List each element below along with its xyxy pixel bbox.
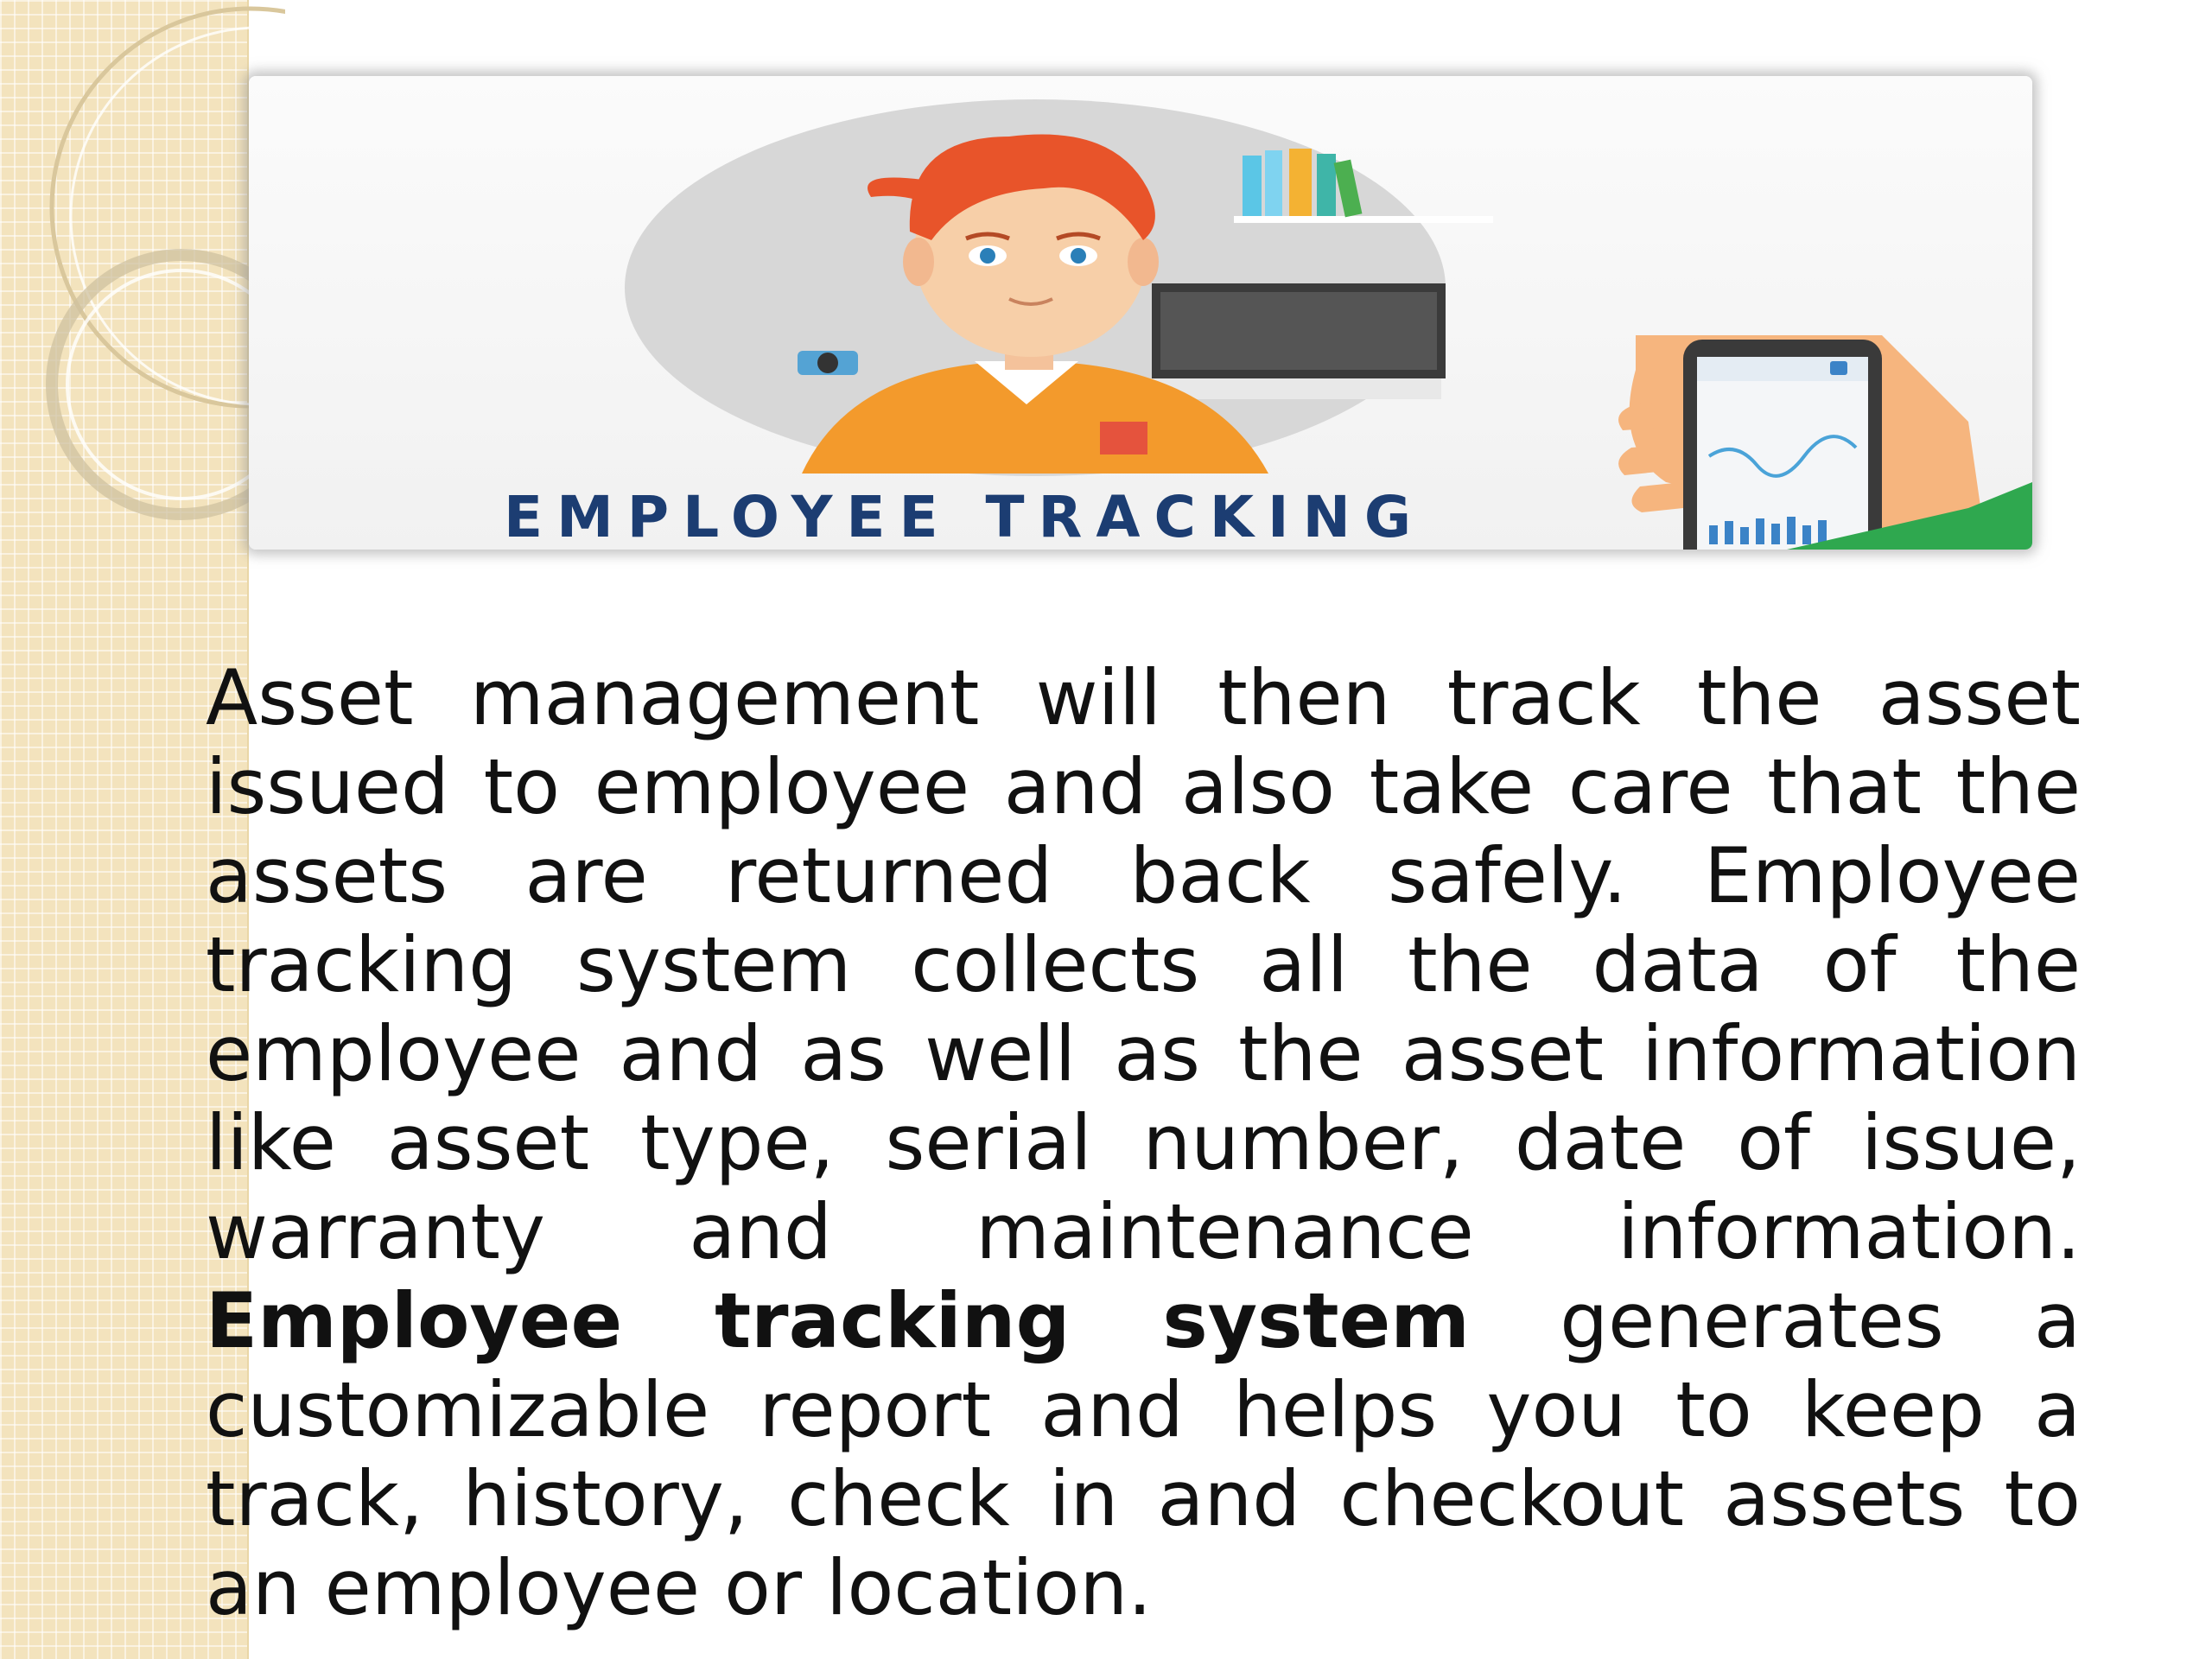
paragraph-text-2: generates a customizable report and helps you to keep a track, history, check in and checkout assets to an employee or location. [206, 1276, 2081, 1632]
employee-tracking-banner [249, 76, 2032, 550]
body-paragraph [206, 653, 2081, 1632]
banner-title: EMPLOYEE TRACKING [504, 484, 1425, 550]
paragraph-text-1: Asset management will then track the asset issued to employee and also take care that the assets are returned back safely. Employee tracking system collects all the data of the employee and as well as the asset information like asset type, serial number, date of issue, warranty and maintenance information. [206, 653, 2081, 1276]
paragraph-bold-phrase: Employee tracking system [206, 1276, 1470, 1365]
decorative-rings [0, 0, 285, 605]
person-with-phone-illustration [249, 76, 2032, 550]
